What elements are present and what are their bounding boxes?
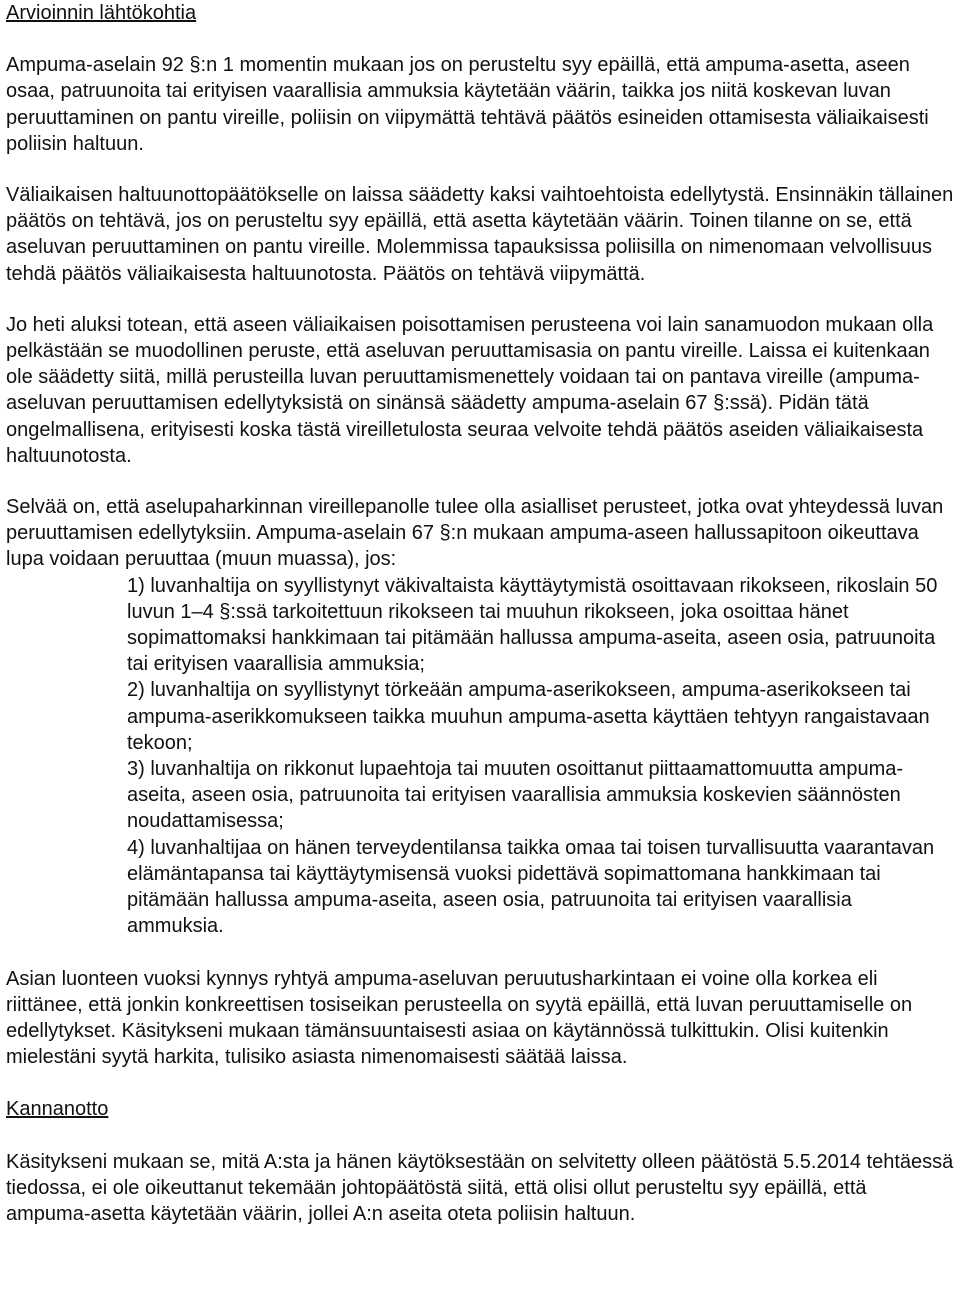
paragraph-muodollinen-peruste: Jo heti aluksi totean, että aseen väliaikaisen poisottamisen perusteena voi lain sanamuodon mukaan olla pelkästään se muodollinen peruste, että aseluvan peruuttamisasia on pantu vireille. Laissa ei kuitenkaan ole säädetty siitä, millä perusteilla luvan peruuttamismenettely voidaan tai on pantava vireille (ampuma-aseluvan peruuttamisen edellytyksistä on sinänsä säädetty ampuma-aselain 67 §:ssä). Pidän tätä ongelmallisena, erityisesti koska tästä vireilletulosta seuraa velvoite tehdä päätös aseiden väliaikaisesta haltuunotosta. (6, 313, 934, 467)
paragraph-92-pykala: Ampuma-aselain 92 §:n 1 momentin mukaan jos on perusteltu syy epäillä, että ampuma-asetta, aseen osaa, patruunoita tai erityisen vaarallisia ammuksia käytetään väärin, taikka jos niitä koskevan luvan peruuttaminen on pantu vireille, poliisin on viipymättä tehtävä päätös esineiden ottamisesta väliaikaisesti poliisin haltuun. (6, 54, 929, 155)
list-item: 4) luvanhaltijaa on hänen terveydentilansa taikka omaa tai toisen turvallisuutta vaarantavan elämäntapansa tai käyttäytymisensä vuoksi pidettävä sopimattomana hankkimaan tai pitämään hallussa ampuma-aseita, aseen osia, patruunoita tai erityisen vaarallisia ammuksia. (127, 836, 935, 938)
paragraph-kynnys: Asian luonteen vuoksi kynnys ryhtyä ampuma-aseluvan peruutusharkintaan ei voine olla korkea eli riittänee, että jonkin konkreettisen tosiseikan perusteella on syytä epäillä, että luvan peruuttamiselle on edellytykset. Käsitykseni mukaan tämänsuuntaisesti asiaa on käytännössä tulkittukin. Olisi kuitenkin mielestäni syytä harkita, tulisiko asiasta nimenomaisesti säätää laissa. (6, 967, 913, 1069)
document-body (6, 0, 954, 1227)
list-item: 1) luvanhaltija on syyllistynyt väkivaltaista käyttäytymistä osoittavaan rikokseen, rikoslain 50 luvun 1–4 §:ssä tarkoitettuun rikokseen tai muuhun rikokseen, joka osoittaa hänet sopimattomaksi hankkimaan tai pitämään hallussa ampuma-aseita, aseen osia, patruunoita tai erityisen vaarallisia ammuksia; (127, 574, 938, 676)
paragraph-edellytykset: Väliaikaisen haltuunottopäätökselle on laissa säädetty kaksi vaihtoehtoista edellytystä. Ensinnäkin tällainen päätös on tehtävä, jos on perusteltu syy epäillä, että asetta käytetään väärin. Toinen tilanne on se, että aseluvan peruuttaminen on pantu vireille. Molemmissa tapauksissa poliisilla on nimenomaan velvollisuus tehdä päätös väliaikaisesta haltuunotosta. Päätös on tehtävä viipymättä. (6, 184, 954, 285)
paragraph-67-pykala: Selvää on, että aselupaharkinnan vireillepanolle tulee olla asialliset perusteet, jotka ovat yhteydessä luvan peruuttamisen edellytyksiin. Ampuma-aselain 67 §:n mukaan ampuma-aseen hallussapitoon oikeuttava lupa voidaan peruuttaa (muun muassa), jos: (6, 496, 944, 571)
revocation-grounds-list (6, 573, 954, 940)
list-item: 2) luvanhaltija on syyllistynyt törkeään ampuma-aserikokseen, ampuma-aserikokseen tai ampuma-aserikkomukseen taikka muuhun ampuma-asetta käyttäen tehtyyn rangaistavaan tekoon; (127, 679, 930, 754)
list-item: 3) luvanhaltija on rikkonut lupaehtoja tai muuten osoittanut piittaamattomuutta ampuma-aseita, aseen osia, patruunoita tai erityisen vaarallisia ammuksia koskevien säännösten noudattamisessa; (127, 758, 904, 833)
section-heading-arvioinnin-lahtokohtia: Arvioinnin lähtökohtia (6, 2, 197, 24)
paragraph-kannanotto: Käsitykseni mukaan se, mitä A:sta ja hänen käytöksestään on selvitetty olleen päätöstä 5.5.2014 tehtäessä tiedossa, ei ole oikeuttanut tekemään johtopäätöstä siitä, että olisi ollut perusteltu syy epäillä, että ampuma-asetta käytetään väärin, jollei A:n aseita oteta poliisin haltuun. (6, 1150, 954, 1225)
section-heading-kannanotto: Kannanotto (6, 1098, 109, 1121)
